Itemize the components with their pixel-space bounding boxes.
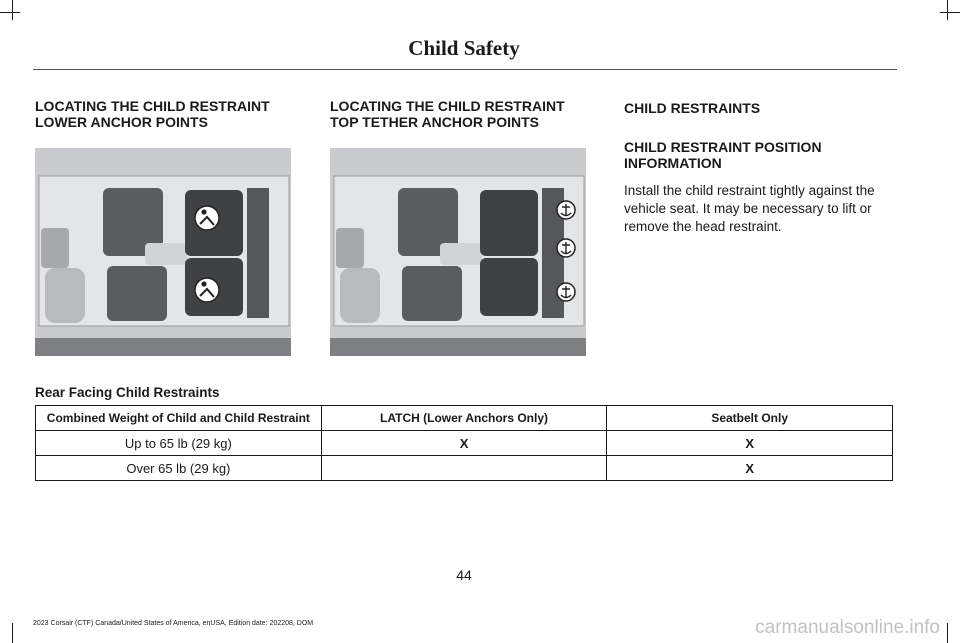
table-row [36, 456, 893, 481]
latch-cell: X [321, 431, 607, 456]
position-info-body: Install the child restraint tightly against the vehicle seat. It may be necessary to lift or remove the head restraint. [624, 183, 875, 234]
child-seat-icon [195, 278, 219, 302]
crop-mark-bottom-left-v [12, 623, 13, 643]
anchor-icon [557, 201, 575, 219]
lower-anchor-figure [35, 148, 291, 356]
vehicle-interior-lower-anchor-diagram [35, 148, 291, 356]
crop-mark-top-right-h [940, 12, 960, 13]
weight-cell: Over 65 lb (29 kg) [36, 456, 322, 481]
rear-facing-label: Rear Facing Child Restraints [35, 385, 220, 400]
table-header-row [36, 406, 893, 431]
anchor-icon [557, 283, 575, 301]
crop-mark-bottom-right-v [947, 623, 948, 643]
page-number: 44 [456, 567, 472, 583]
top-tether-heading: LOCATING THE CHILD RESTRAINT TOP TETHER ANCHOR POINTS [330, 98, 565, 130]
crop-mark-top-right-v [947, 0, 948, 20]
header-rule [33, 69, 897, 70]
vehicle-interior-top-tether-diagram [330, 148, 586, 356]
seatbelt-cell: X [607, 456, 893, 481]
table-row [36, 431, 893, 456]
rear-facing-table [35, 405, 893, 481]
child-restraints-heading: CHILD RESTRAINTS [624, 100, 761, 116]
lower-anchor-heading: LOCATING THE CHILD RESTRAINT LOWER ANCHOR POINTS [35, 98, 270, 130]
seatbelt-cell: X [607, 431, 893, 456]
column-header-latch: LATCH (Lower Anchors Only) [321, 406, 607, 431]
anchor-icon [557, 239, 575, 257]
watermark: carmanualsonline.info [755, 617, 940, 638]
child-seat-icon [195, 206, 219, 230]
weight-cell: Up to 65 lb (29 kg) [36, 431, 322, 456]
crop-mark-top-left-h [0, 12, 20, 13]
crop-mark-top-left-v [12, 0, 13, 20]
page-header-title: Child Safety [408, 36, 520, 60]
top-tether-figure [330, 148, 586, 356]
latch-cell [321, 456, 607, 481]
footer-edition-text: 2023 Corsair (CTF) Canada/United States of America, enUSA, Edition date: 202208, DOM [33, 620, 314, 627]
position-info-heading: CHILD RESTRAINT POSITION INFORMATION [624, 139, 822, 171]
column-header-weight: Combined Weight of Child and Child Restraint [36, 406, 322, 431]
column-header-seatbelt: Seatbelt Only [607, 406, 893, 431]
